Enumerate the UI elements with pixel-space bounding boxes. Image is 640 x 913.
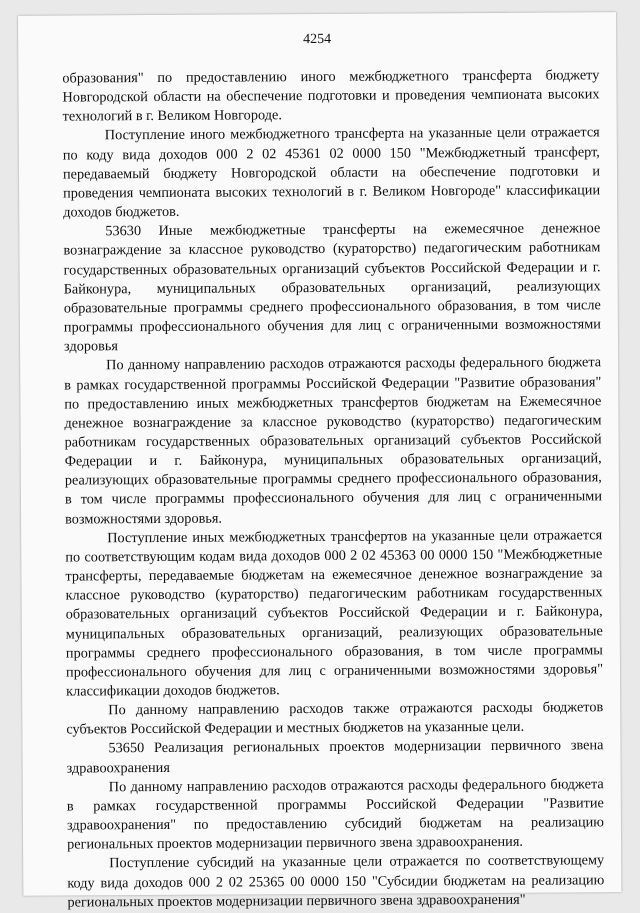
paragraph: По данному направлению расходов отражаются расходы федерального бюджета в рамках государственной программы Российской Федерации "Развитие образования" по предоставлению иных межбюджетных трансфертов бюджетам на Ежемесячное денежное вознаграждение за классное руководство (кураторство) педагогическим работникам государственных образовательных организаций субъектов Российской Федерации и г. Байконура, муниципальных образовательных организаций, реализующих образовательные программы среднего профессионального образования, в том числе программы профессионального обучения для лиц с ограниченными возможностями здоровья.	[64, 354, 603, 528]
document-body	[62, 66, 604, 912]
paragraph: Поступление иного межбюджетного трансферта на указанные цели отражается по коду вида доходов 000 2 02 45361 02 0000 150 "Межбюджетный трансферт, передаваемый бюджету Новгородской области на обеспечение подготовки и проведения чемпионата высоких технологий в г. Великом Новгороде" классификации доходов бюджетов.	[62, 124, 601, 221]
paragraph: образования" по предоставлению иного межбюджетного трансферта бюджету Новгородской области на обеспечение подготовки и проведения чемпионата высоких технологий в г. Великом Новгороде.	[62, 67, 600, 125]
paragraph: Поступление субсидий на указанные цели отражается по соответствующему коду вида доходов 000 2 02 25365 00 0000 150 "Субсидии бюджетам на реализацию региональных проектов модернизации первичного звена здравоохранения"	[67, 852, 605, 911]
document-page	[18, 12, 621, 911]
paragraph: По данному направлению расходов также отражаются расходы бюджетов субъектов Российской Федерации и местных бюджетов на указанные цели.	[66, 699, 604, 738]
page-number: 4254	[303, 31, 332, 48]
paragraph: По данному направлению расходов отражаются расходы федерального бюджета в рамках государственной программы Российской Федерации "Развитие здравоохранения" по предоставлению субсидий бюджетам на реализацию региональных проектов модернизации первичного звена здравоохранения.	[66, 776, 604, 853]
section-heading: 53650 Реализация региональных проектов модернизации первичного звена здравоохранения	[66, 737, 604, 777]
paragraph: Поступление иных межбюджетных трансфертов на указанные цели отражается по соответствующим кодам вида доходов 000 2 02 45363 00 0000 150 "Межбюджетные трансферты, передаваемые бюджетам на ежемесячное денежное вознаграждение за классное руководство (кураторство) педагогическим работникам государственных образовательных организаций субъектов Российской Федерации и г. Байконура, муниципальных образовательных организаций, реализующих образовательные программы среднего профессионального образования, в том числе программы профессионального обучения для лиц с ограниченными возможностями здоровья" классификации доходов бюджетов.	[65, 527, 604, 700]
section-heading: 53630 Иные межбюджетные трансферты на ежемесячное денежное вознаграждение за классное руководство (кураторство) педагогическим работникам государственных образовательных организаций субъектов Российской Федерации и г. Байконура, муниципальных образовательных организаций, реализующих образовательные программы среднего профессионального образования, в том числе программы профессионального обучения для лиц с ограниченными возможностями здоровья	[63, 220, 601, 355]
